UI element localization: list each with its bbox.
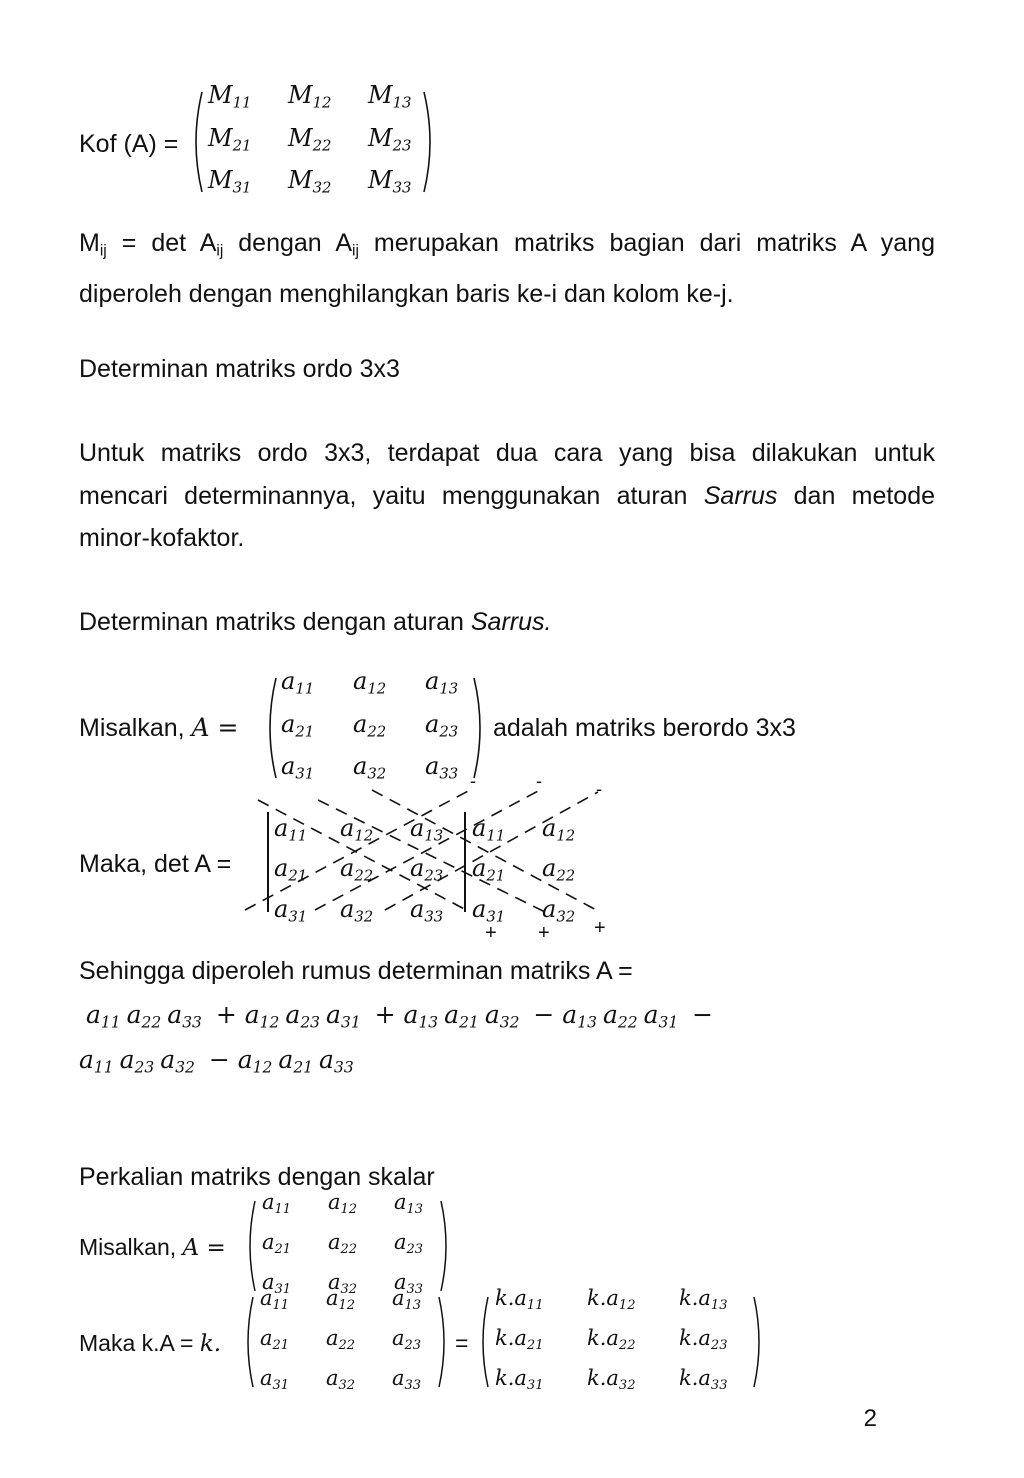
matrix-entry: a11	[262, 1190, 292, 1218]
matrix-entry: a31	[260, 1365, 290, 1393]
sarrus-entry: a33	[410, 894, 444, 926]
formula-line-1: a11 a22 a33 + a12 a23 a31 + a13 a21 a32 − a13 a22 a31 −	[86, 1000, 714, 1032]
matrix-entry: a21	[262, 1230, 292, 1257]
matrix-entry: a33	[425, 752, 459, 783]
matrix-entry: a21	[260, 1326, 290, 1353]
plus-sign-2: +	[538, 922, 550, 944]
formula-line-2: a11 a23 a32 − a12 a21 a33	[79, 1045, 354, 1077]
sarrus-entry: a32	[542, 894, 576, 926]
scalar-label: Maka k.A = k.	[79, 1330, 222, 1357]
matrix-entry: a21	[281, 709, 315, 741]
matrix-a-2-cells	[259, 1190, 439, 1297]
sarrus-entry: a32	[340, 894, 374, 926]
sarrus-entry: a23	[410, 854, 444, 885]
sarrus-entry: a21	[472, 854, 506, 885]
kof-label: Kof (A) =	[79, 130, 179, 158]
minus-sign-2: -	[536, 771, 542, 791]
page-number: 2	[863, 1405, 877, 1432]
right-paren	[437, 1294, 453, 1390]
sarrus-entry: a11	[274, 814, 308, 845]
matrix-ka	[476, 1286, 768, 1393]
matrix-a-3-cells	[257, 1286, 437, 1393]
matrix-entry: k.a13	[679, 1286, 728, 1314]
misalkan-label-1: Misalkan, A =	[79, 713, 239, 742]
matrix-entry: M13	[368, 81, 412, 112]
right-paren	[752, 1294, 768, 1390]
matrix-entry: M23	[368, 123, 412, 155]
plus-sign-3: +	[594, 917, 606, 939]
matrix-order-note: adalah matriks berordo 3x3	[493, 714, 796, 742]
matrix-entry: M22	[288, 123, 332, 155]
matrix-entry: M33	[368, 166, 412, 197]
sarrus-entry: a12	[340, 814, 374, 845]
sarrus-entry: a22	[340, 854, 374, 885]
matrix-entry: a23	[392, 1326, 422, 1353]
matrix-entry: a23	[425, 709, 459, 741]
matrix-entry: k.a12	[587, 1286, 636, 1314]
minor-definition: Mij = det Aij dengan Aij merupakan matriks bagian dari matriks A yang diperoleh dengan menghilangkan baris ke-i dan kolom ke-j.	[79, 229, 935, 309]
sarrus-entry: a13	[410, 814, 444, 845]
minus-sign-1: -	[470, 771, 476, 791]
matrix-entry: a31	[281, 752, 315, 783]
matrix-entry: a11	[281, 667, 315, 698]
matrix-a-2	[243, 1190, 455, 1297]
matrix-ka-cells	[492, 1286, 752, 1393]
matrix-entry: a32	[353, 752, 387, 783]
matrix-entry: M12	[288, 81, 332, 112]
left-paren	[243, 1198, 259, 1294]
sarrus-entry: a21	[274, 854, 308, 885]
matrix-entry: a22	[328, 1230, 358, 1257]
matrix-entry: k.a21	[495, 1326, 544, 1353]
matrix-entry: a32	[326, 1365, 356, 1393]
sarrus-entry: a31	[274, 894, 308, 926]
matrix-entry: a32	[328, 1269, 358, 1297]
paragraph-determinant-methods: Untuk matriks ordo 3x3, terdapat dua cara yang bisa dilakukan untuk mencari determinannya, yaitu menggunakan aturan Sarrus dan metode minor-kofaktor.	[79, 439, 936, 552]
equals-sign: =	[455, 1330, 469, 1356]
matrix-entry: a13	[394, 1190, 424, 1218]
matrix-entry: a22	[353, 709, 387, 741]
matrix-entry: a12	[353, 667, 387, 698]
matrix-entry: M11	[208, 81, 252, 112]
matrix-entry: a23	[394, 1230, 424, 1257]
sarrus-entry: a22	[542, 854, 576, 885]
matrix-entry: a13	[425, 667, 459, 698]
left-paren	[241, 1294, 257, 1390]
sarrus-label: Maka, det A =	[79, 850, 232, 878]
matrix-entry: k.a11	[495, 1286, 544, 1314]
matrix-entry: a33	[392, 1365, 422, 1393]
matrix-entry: M31	[208, 166, 252, 197]
misalkan-label-2: Misalkan, A =	[79, 1234, 226, 1261]
right-paren	[439, 1198, 455, 1294]
minus-sign-3: -	[596, 779, 602, 799]
sarrus-entry: a12	[542, 814, 576, 845]
left-paren	[476, 1294, 492, 1390]
sarrus-entry: a11	[472, 814, 506, 845]
matrix-entry: a22	[326, 1326, 356, 1353]
sarrus-entry: a31	[472, 894, 506, 926]
matrix-a-3	[241, 1286, 453, 1393]
matrix-entry: k.a22	[587, 1326, 636, 1353]
matrix-entry: k.a23	[679, 1326, 728, 1353]
matrix-entry: M32	[288, 166, 332, 197]
matrix-entry: a33	[394, 1269, 424, 1297]
matrix-entry: a12	[328, 1190, 358, 1218]
matrix-entry: k.a32	[587, 1365, 636, 1393]
heading-scalar: Perkalian matriks dengan skalar	[79, 1163, 435, 1191]
heading-sarrus: Determinan matriks dengan aturan Sarrus.	[79, 608, 552, 636]
matrix-entry: k.a33	[679, 1365, 728, 1393]
matrix-entry: a13	[392, 1286, 422, 1314]
matrix-entry: k.a31	[495, 1365, 544, 1393]
formula-intro: Sehingga diperoleh rumus determinan matriks A =	[79, 957, 633, 985]
plus-sign-1: +	[485, 922, 497, 944]
heading-determinant-3x3: Determinan matriks ordo 3x3	[79, 355, 400, 383]
sarrus-grid	[274, 812, 602, 933]
matrix-entry: M21	[208, 123, 252, 155]
matrix-entry: a31	[262, 1269, 292, 1297]
matrix-entry: a11	[260, 1286, 290, 1314]
matrix-entry: a12	[326, 1286, 356, 1314]
